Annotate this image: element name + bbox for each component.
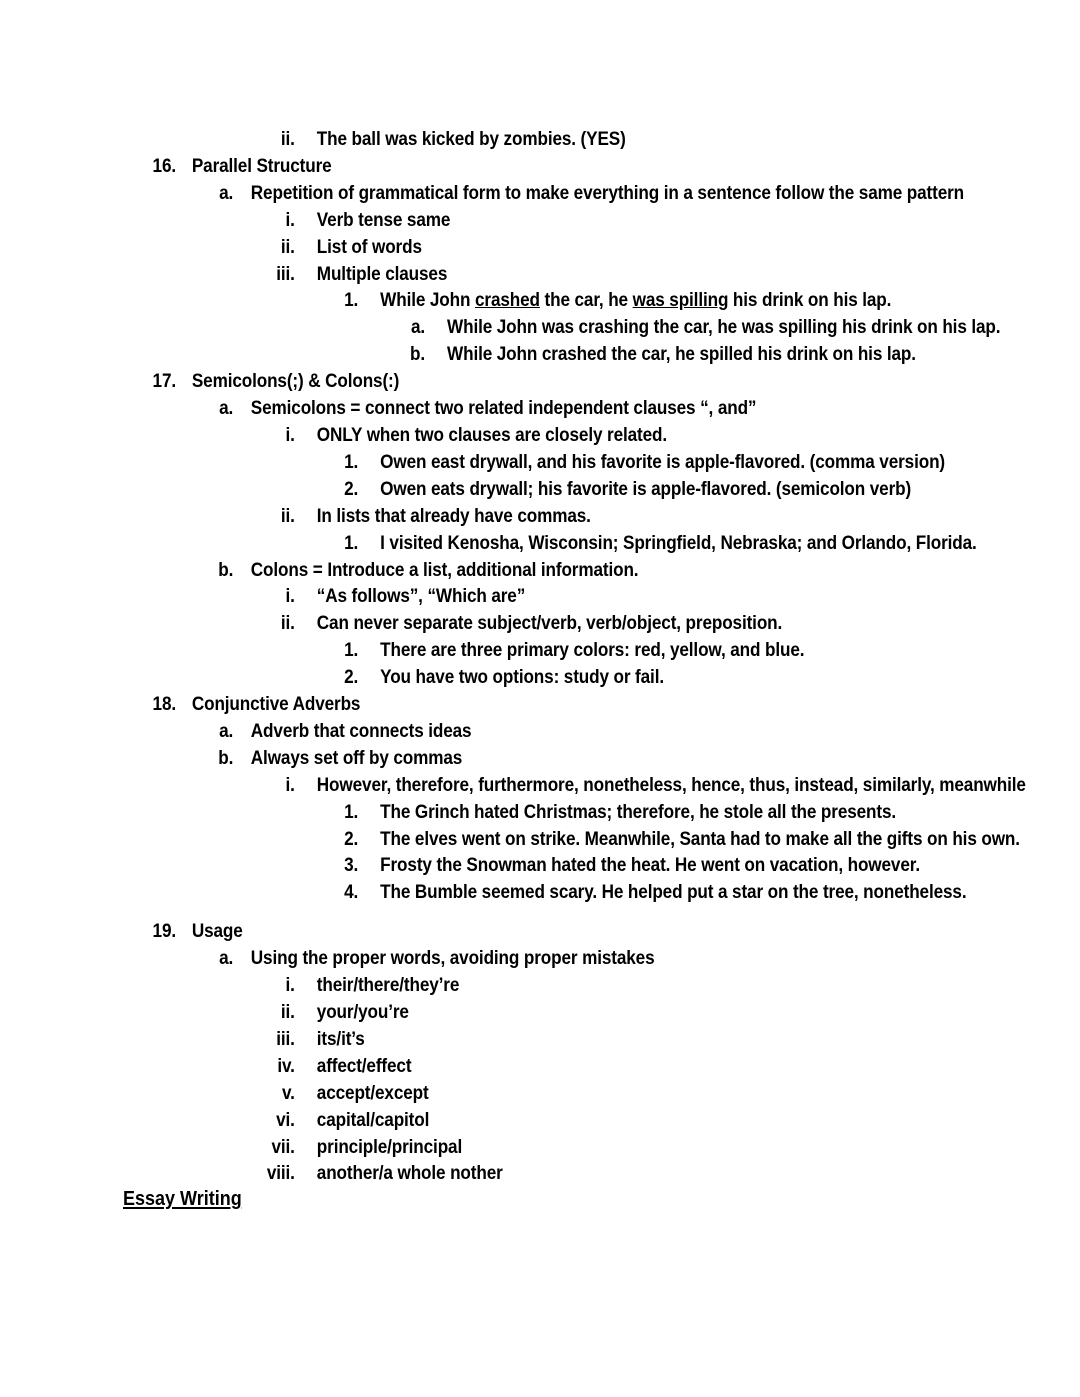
outline-item: [0, 341, 950, 368]
outline-item: [0, 1160, 950, 1187]
outline-item-marker: 1.: [344, 800, 359, 823]
outline-item-text: capital/capitol: [316, 1108, 430, 1131]
outline-item-marker: a.: [219, 181, 234, 204]
outline-item-text: Always set off by commas: [250, 746, 463, 769]
outline-item-text: affect/effect: [316, 1054, 412, 1077]
outline-item-marker: ii.: [280, 128, 295, 150]
outline-item-marker: iv.: [277, 1054, 295, 1077]
outline-item-marker: i.: [285, 423, 295, 446]
outline-item-text: another/a whole nother: [316, 1162, 503, 1185]
outline-item-text: its/it’s: [316, 1027, 365, 1050]
outline-item: [0, 879, 967, 906]
outline-item-marker: 16.: [152, 154, 176, 177]
outline-item-marker: 2.: [344, 666, 359, 689]
outline-item: [0, 1134, 950, 1161]
outline-item: [0, 772, 1026, 799]
outline-item-marker: 1.: [344, 639, 359, 662]
outline-item-text: You have two options: study or fail.: [380, 666, 664, 689]
outline-item: [0, 476, 950, 503]
outline-item: [0, 718, 950, 745]
outline-item-marker: iii.: [276, 262, 295, 285]
outline-item-text: Parallel Structure: [191, 154, 332, 177]
outline-item: [0, 1107, 950, 1134]
outline-item-text: their/there/they’re: [316, 974, 460, 997]
outline-item-marker: b.: [410, 343, 426, 366]
outline-item-marker: 1.: [344, 289, 359, 312]
outline-item-marker: 1.: [344, 450, 359, 473]
outline-item-marker: 19.: [152, 920, 176, 943]
outline-item-text: Usage: [191, 920, 243, 943]
outline-item: [0, 945, 950, 972]
outline-item-text: Owen east drywall, and his favorite is apple-flavored. (comma version): [380, 450, 946, 473]
outline-item: [0, 1080, 950, 1107]
outline-item-marker: ii.: [280, 1001, 295, 1023]
outline-item-text: While John crashed the car, he was spilling his drink on his lap.: [380, 289, 892, 312]
outline-item: [0, 314, 1001, 341]
outline-item: [0, 180, 965, 207]
outline-item: [0, 799, 950, 826]
outline-item-text: While John was crashing the car, he was spilling his drink on his lap.: [447, 316, 1001, 339]
outline-item-marker: a.: [410, 316, 426, 339]
outline-item-text: However, therefore, furthermore, nonetheless, hence, thus, instead, similarly, meanwhile: [316, 773, 1026, 796]
outline-item-marker: vii.: [271, 1135, 295, 1158]
outline-item-marker: a.: [219, 719, 234, 742]
outline-item: [0, 852, 950, 879]
outline-item-marker: 3.: [344, 854, 359, 877]
outline-item-text: The ball was kicked by zombies. (YES): [316, 128, 626, 150]
outline-item-marker: vi.: [276, 1108, 295, 1131]
outline-item: [0, 422, 950, 449]
outline-item-marker: b.: [218, 746, 234, 769]
outline-item: [0, 583, 950, 610]
outline-item-text: your/you’re: [316, 1001, 409, 1023]
outline-item-text: Verb tense same: [316, 208, 451, 231]
outline-item: [0, 972, 950, 999]
outline-item-marker: i.: [285, 773, 295, 796]
outline-item-marker: i.: [285, 208, 295, 231]
outline-item-marker: 18.: [152, 693, 176, 716]
outline-item: [0, 126, 950, 153]
outline-item-marker: b.: [218, 558, 234, 581]
outline-item: [0, 999, 950, 1026]
outline-item: [0, 918, 950, 945]
outline-item: [0, 530, 977, 557]
outline-item-text: Multiple clauses: [316, 262, 448, 285]
outline-item-text: Frosty the Snowman hated the heat. He went on vacation, however.: [380, 854, 920, 877]
outline-item-text: Colons = Introduce a list, additional information.: [250, 558, 639, 581]
outline-item-text: “As follows”, “Which are”: [316, 585, 526, 608]
outline-item-marker: ii.: [280, 504, 295, 527]
outline-item: [0, 207, 950, 234]
outline-item-marker: ii.: [280, 235, 295, 258]
outline-item-text: Adverb that connects ideas: [250, 719, 472, 742]
outline-item-text: Semicolons = connect two related independent clauses “, and”: [250, 397, 757, 420]
outline-item-marker: v.: [282, 1081, 295, 1104]
outline-item-text: Conjunctive Adverbs: [191, 693, 361, 716]
outline-item: [0, 261, 950, 288]
outline-item-marker: viii.: [266, 1162, 295, 1185]
outline-item-text: accept/except: [316, 1081, 429, 1104]
outline-item: [0, 395, 950, 422]
outline-item: [0, 691, 950, 718]
outline-item-text: Owen eats drywall; his favorite is apple-flavored. (semicolon verb): [380, 477, 912, 500]
outline-item-marker: 2.: [344, 827, 359, 850]
outline-item-text: The Grinch hated Christmas; therefore, he stole all the presents.: [380, 800, 897, 823]
outline-item-marker: 2.: [344, 477, 359, 500]
outline-item-marker: i.: [285, 585, 295, 608]
outline-item-text: There are three primary colors: red, yellow, and blue.: [380, 639, 805, 662]
outline-item-marker: 4.: [344, 881, 359, 904]
outline-item: [0, 1053, 950, 1080]
outline-item: [0, 664, 950, 691]
outline-list: [0, 126, 1080, 1187]
outline-item-text: The Bumble seemed scary. He helped put a star on the tree, nonetheless.: [380, 881, 967, 904]
outline-item: [0, 368, 950, 395]
outline-item: [0, 1026, 950, 1053]
outline-item-marker: 1.: [344, 531, 359, 554]
outline-item: [0, 449, 950, 476]
outline-item-text: I visited Kenosha, Wisconsin; Springfield, Nebraska; and Orlando, Florida.: [380, 531, 977, 554]
outline-item-text: While John crashed the car, he spilled his drink on his lap.: [447, 343, 916, 366]
outline-item-marker: a.: [219, 947, 234, 970]
outline-item-marker: ii.: [280, 612, 295, 635]
outline-item-marker: iii.: [276, 1027, 295, 1050]
outline-item: [0, 287, 950, 314]
outline-item-marker: a.: [219, 397, 234, 420]
outline-item: [0, 234, 950, 261]
outline-item-marker: i.: [285, 974, 295, 997]
outline-item: [0, 503, 950, 530]
section-heading-essay-writing: Essay Writing: [123, 1188, 242, 1210]
outline-item-text: The elves went on strike. Meanwhile, Santa had to make all the gifts on his own.: [380, 827, 1020, 850]
outline-item-text: Repetition of grammatical form to make everything in a sentence follow the same pattern: [250, 181, 965, 204]
outline-item-text: List of words: [316, 235, 422, 258]
outline-item-text: Using the proper words, avoiding proper mistakes: [250, 947, 655, 970]
outline-item: [0, 153, 950, 180]
outline-item: [0, 557, 950, 584]
outline-item-text: principle/principal: [316, 1135, 463, 1158]
outline-item: [0, 826, 1020, 853]
outline-item-text: Semicolons(;) & Colons(:): [191, 370, 400, 393]
outline-item: [0, 745, 950, 772]
outline-item: [0, 637, 950, 664]
outline-item-text: In lists that already have commas.: [316, 504, 591, 527]
outline-item: [0, 610, 950, 637]
outline-item-marker: 17.: [152, 370, 176, 393]
outline-item-text: ONLY when two clauses are closely related.: [316, 423, 668, 446]
outline-item-text: Can never separate subject/verb, verb/object, preposition.: [316, 612, 783, 635]
